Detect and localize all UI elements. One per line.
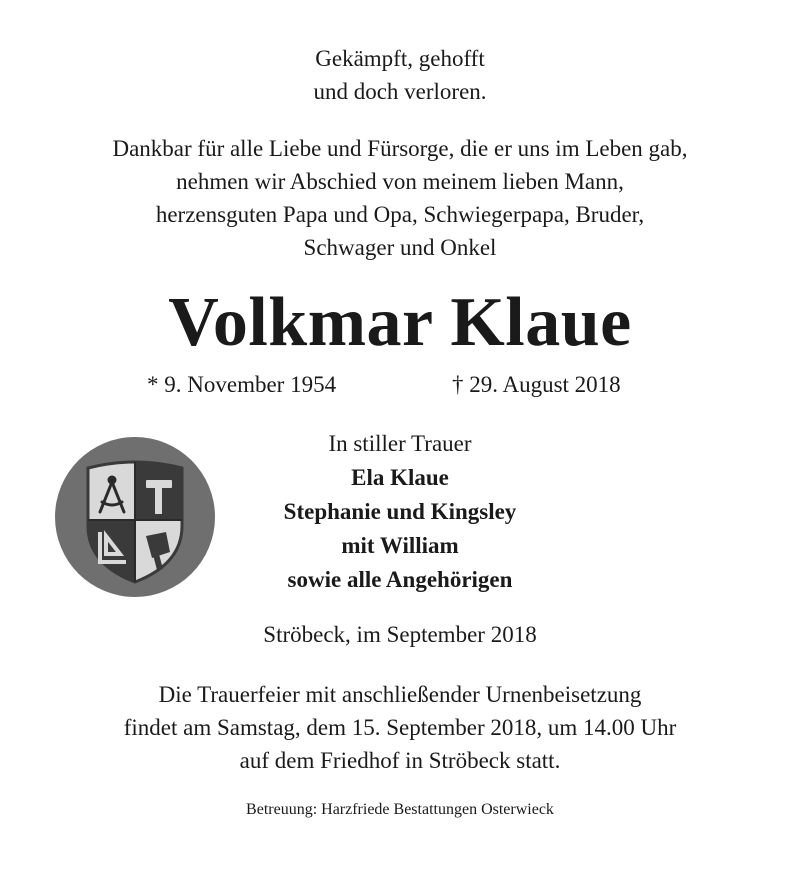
craftsman-guild-shield-icon: [54, 436, 216, 598]
funeral-home-credit: Betreuung: Harzfriede Bestattungen Osterwieck: [246, 801, 554, 818]
deceased-name: Volkmar Klaue: [168, 284, 632, 361]
mourner-name: mit William: [341, 533, 459, 558]
intro-text: [0, 132, 800, 264]
mourning-lead: In stiller Trauer: [328, 431, 472, 456]
motto-line: und doch verloren.: [313, 79, 487, 104]
death-date: † 29. August 2018: [452, 372, 621, 397]
intro-line: nehmen wir Abschied von meinem lieben Mann,: [176, 169, 624, 194]
ceremony-line: auf dem Friedhof in Ströbeck statt.: [239, 748, 561, 773]
mourners-block: [200, 427, 600, 597]
motto-line: Gekämpft, gehofft: [315, 46, 485, 71]
mourner-name: Stephanie und Kingsley: [283, 499, 517, 524]
birth-date: * 9. November 1954: [147, 372, 337, 397]
place-date: Ströbeck, im September 2018: [263, 622, 537, 647]
intro-line: Schwager und Onkel: [303, 235, 497, 260]
ceremony-info: [0, 678, 800, 777]
mourner-name: Ela Klaue: [351, 465, 449, 490]
ceremony-line: Die Trauerfeier mit anschließender Urnenbeisetzung: [158, 682, 642, 707]
intro-line: herzensguten Papa und Opa, Schwiegerpapa, Bruder,: [155, 202, 645, 227]
ceremony-line: findet am Samstag, dem 15. September 2018, um 14.00 Uhr: [123, 715, 677, 740]
motto: [0, 42, 800, 108]
intro-line: Dankbar für alle Liebe und Fürsorge, die er uns im Leben gab,: [112, 136, 688, 161]
mourner-name: sowie alle Angehörigen: [287, 567, 513, 592]
